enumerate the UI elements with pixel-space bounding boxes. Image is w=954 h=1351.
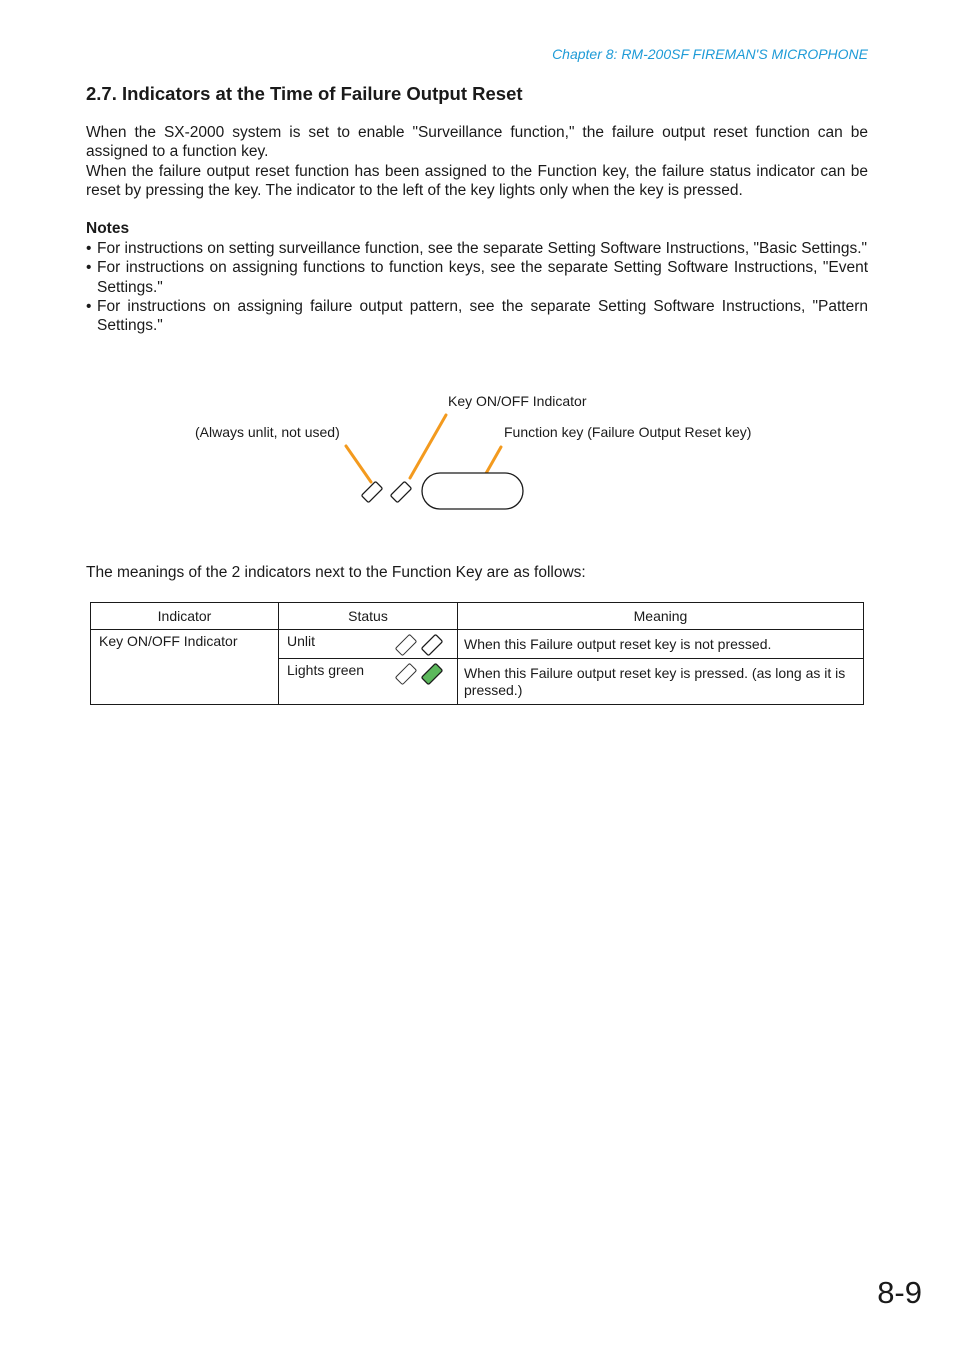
note-text: For instructions on setting surveillance function, see the separate Setting Software Instructions, "Basic Settings." — [97, 240, 868, 257]
led-key-indicator-icon — [390, 481, 411, 502]
note-text: For instructions on assigning functions to function keys, see the separate Setting Software Instructions, "Event Settings." — [97, 259, 868, 296]
page-number: 8-9 — [877, 1275, 922, 1310]
indicator-table — [90, 602, 864, 705]
note-item — [86, 239, 868, 258]
status-text: Unlit — [287, 633, 316, 649]
chapter-header: Chapter 8: RM-200SF FIREMAN'S MICROPHONE — [552, 46, 868, 62]
status-cell — [279, 659, 458, 705]
table-intro: The meanings of the 2 indicators next to the Function Key are as follows: — [86, 564, 586, 581]
intro-paragraphs — [86, 123, 868, 200]
header-meaning: Meaning — [458, 603, 864, 630]
meaning-cell: When this Failure output reset key is pressed. (as long as it is pressed.) — [458, 659, 864, 705]
meaning-cell: When this Failure output reset key is not pressed. — [458, 630, 864, 659]
paragraph-surveillance: When the SX-2000 system is set to enable "Surveillance function," the failure output reset function can be assigned to a function key. — [86, 124, 868, 161]
led-pair-unlit-icon — [393, 633, 445, 657]
note-item — [86, 258, 868, 297]
table-row — [91, 630, 864, 659]
note-item — [86, 297, 868, 336]
led-pair-green-icon — [393, 662, 445, 686]
status-cell — [279, 630, 458, 659]
label-function-key: Function key (Failure Output Reset key) — [504, 424, 752, 440]
bullet-icon: • — [86, 297, 92, 315]
label-unused-indicator: (Always unlit, not used) — [195, 424, 340, 440]
note-text: For instructions on assigning failure output pattern, see the separate Setting Software Instructions, "Pattern Settings." — [97, 297, 868, 335]
function-key-button-icon — [422, 473, 523, 509]
table-header-row — [91, 603, 864, 630]
header-indicator: Indicator — [91, 603, 279, 630]
bullet-icon: • — [86, 259, 92, 277]
leader-line-key — [410, 415, 446, 478]
label-key-indicator: Key ON/OFF Indicator — [448, 393, 587, 409]
notes-heading: Notes — [86, 220, 130, 237]
status-text: Lights green — [287, 662, 365, 678]
indicator-name-cell: Key ON/OFF Indicator — [91, 630, 279, 705]
leader-line-function — [480, 447, 501, 484]
header-status: Status — [279, 603, 458, 630]
notes-list — [86, 239, 868, 335]
paragraph-reset: When the failure output reset function has been assigned to the Function key, the failure status indicator can be reset by pressing the key. The indicator to the left of the key lights only when the key is pressed. — [86, 162, 868, 199]
led-unused-icon — [361, 481, 382, 502]
leader-line-unused — [346, 446, 371, 482]
section-title: 2.7. Indicators at the Time of Failure Output Reset — [86, 83, 523, 104]
bullet-icon: • — [86, 240, 92, 257]
